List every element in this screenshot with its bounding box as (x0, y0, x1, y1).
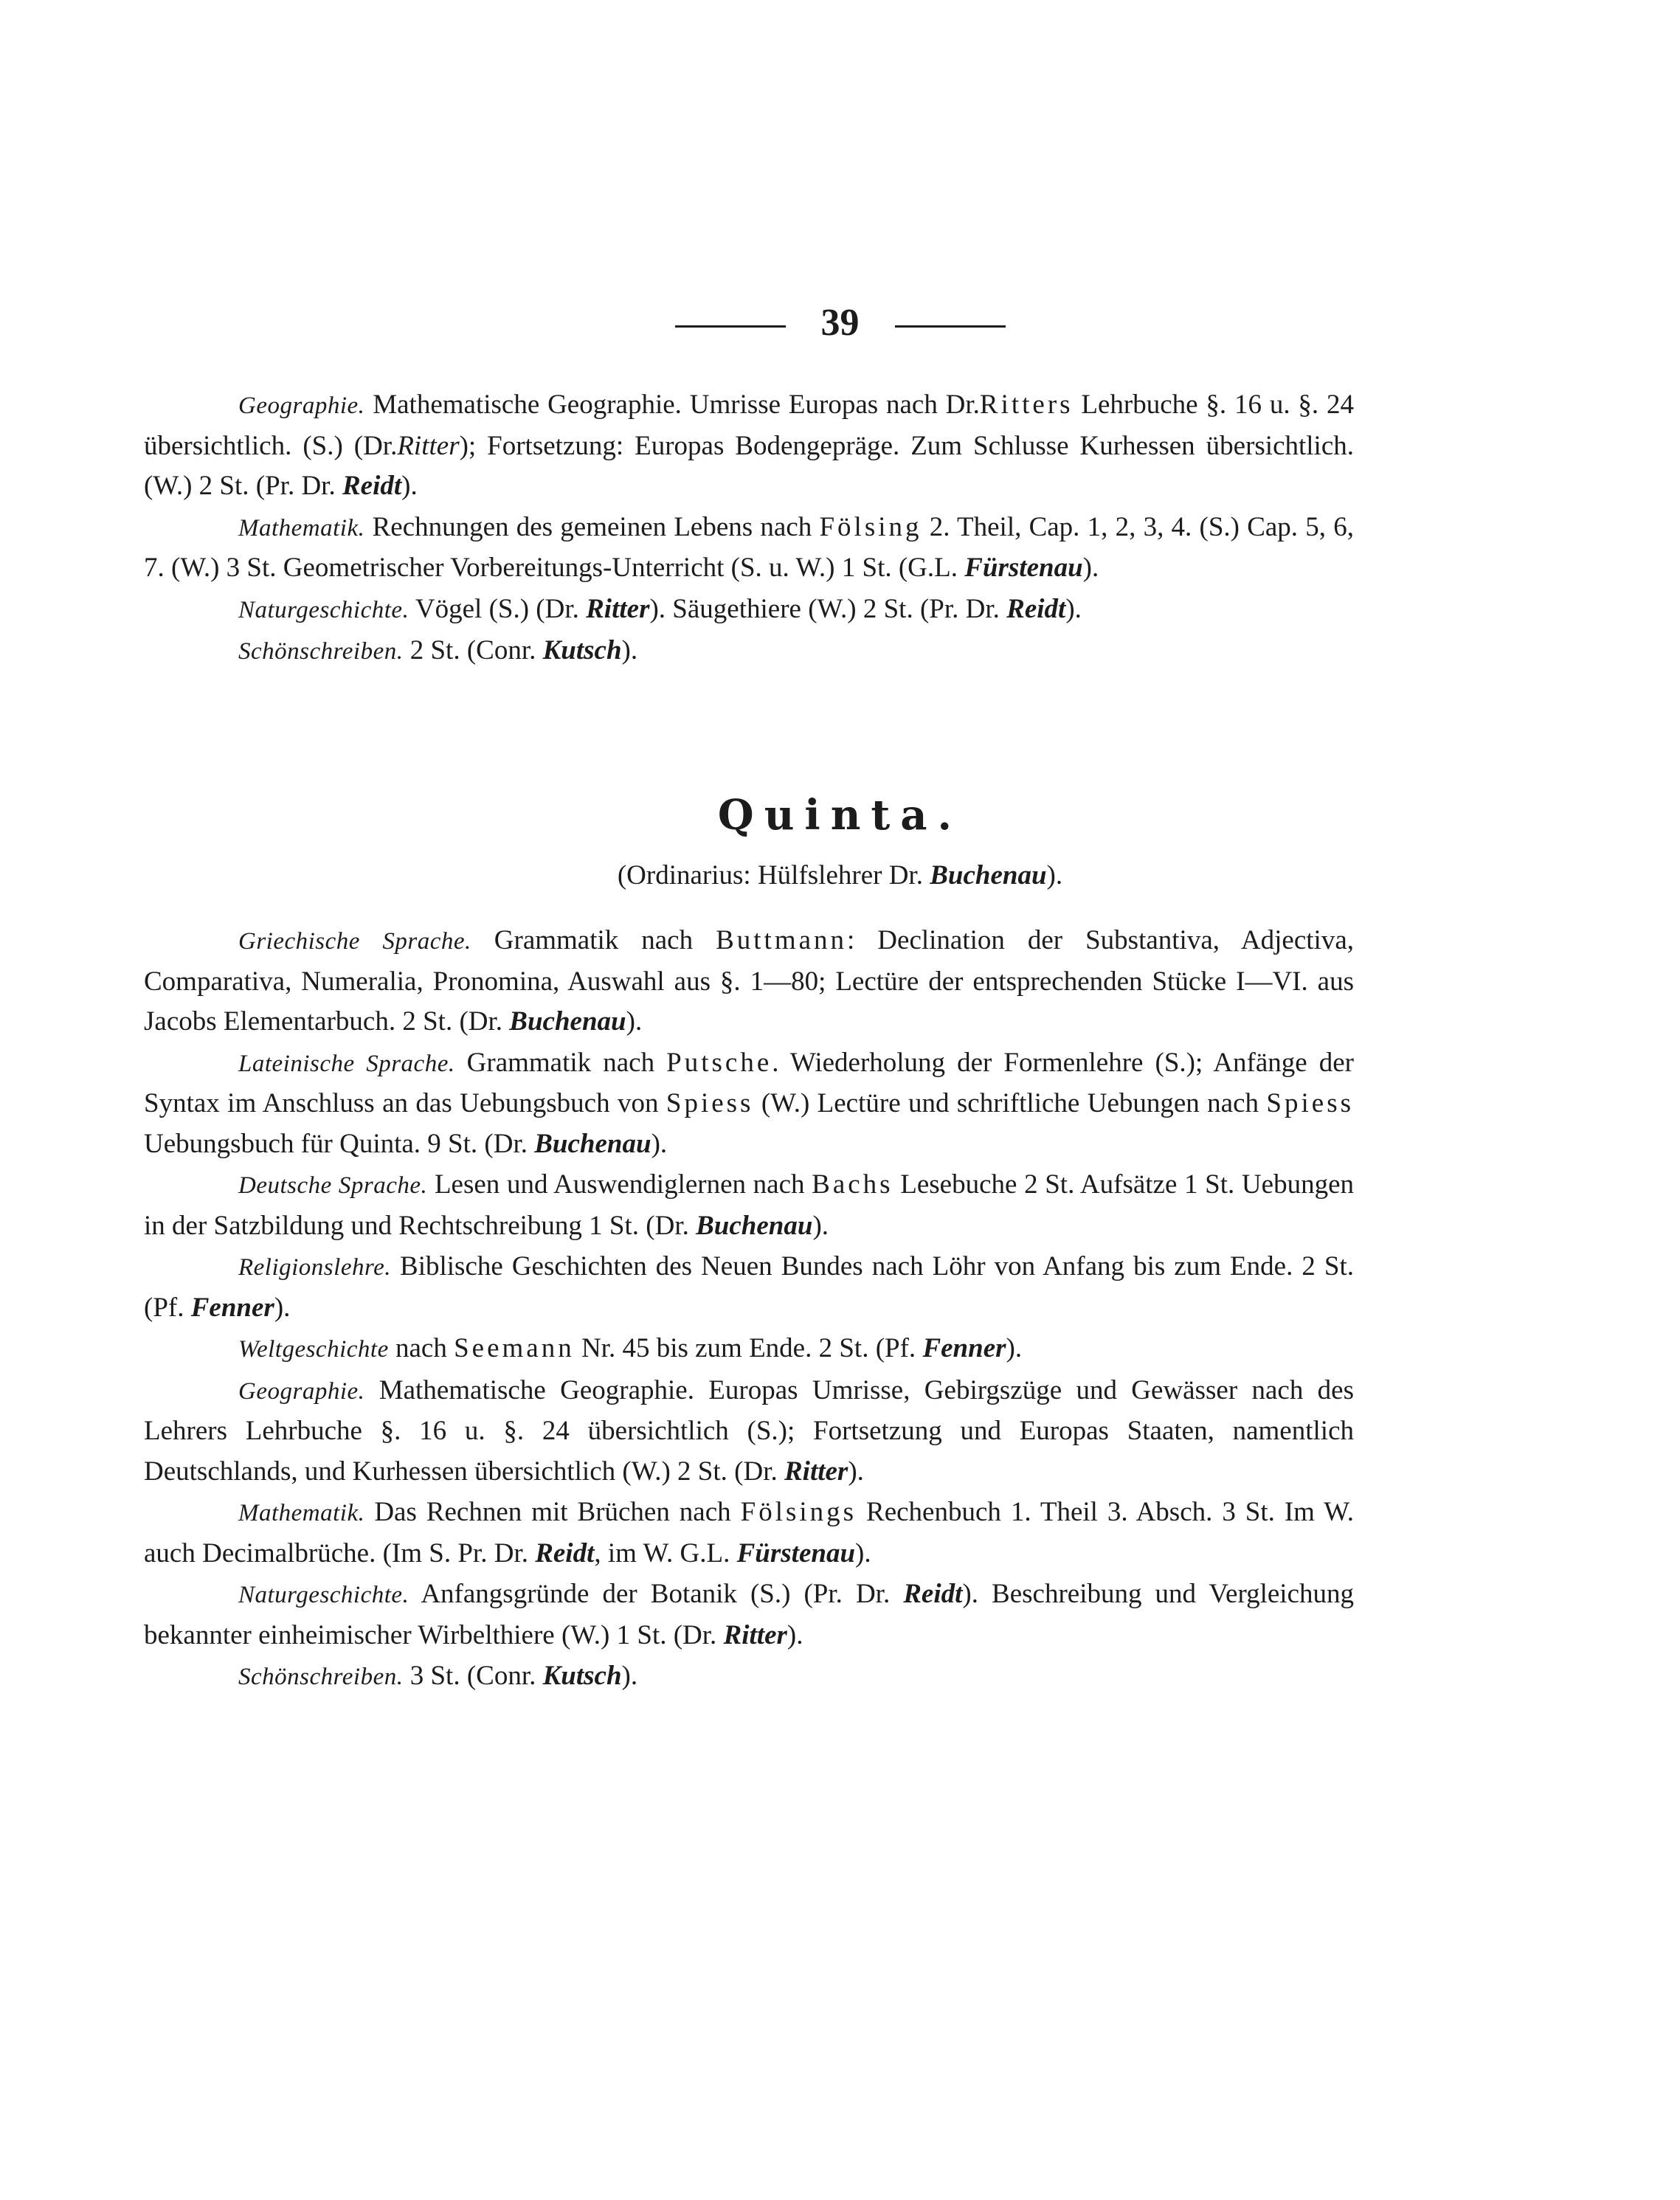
subject-label: Geographie. (238, 392, 365, 419)
teacher-name: Buchenau (534, 1128, 651, 1159)
text: Grammatik nach (471, 925, 716, 955)
subject-label: Geographie. (238, 1377, 365, 1405)
section-title-quinta: Quinta. (717, 791, 963, 840)
text: Mathematische Geographie. Europas Umrisse, Gebirgszüge und Gewässer nach des Lehrers Lehrbuche §. 16 u. §. 24 übersichtlich (S.); Fortsetzung und Europas Staaten, namentlich Deutschlands, und Kurhessen übersichtlich (W.) 2 St. (Dr. (144, 1374, 1354, 1487)
subject-label: Naturgeschichte. (238, 1582, 409, 1608)
teacher-name: Buchenau (930, 860, 1047, 890)
teacher-name: Ritter (784, 1456, 848, 1487)
subject-label: Mathematik. (238, 1500, 365, 1526)
text: ). (621, 635, 638, 665)
paragraph-schoenschreiben (144, 631, 1354, 672)
text: . Wiederholung der Formenlehre (S.); Anfänge der Syntax im Anschluss an das Uebungsbuch von (144, 1047, 1354, 1118)
subject-label: Weltgeschichte (238, 1336, 389, 1363)
paragraph-deutsch (144, 1165, 1354, 1246)
subject-label: Lateinische Sprache. (238, 1050, 455, 1077)
text: Uebungsbuch für Quinta. 9 St. (Dr. (144, 1128, 535, 1159)
subject-label: Religionslehre. (238, 1254, 391, 1281)
spaced-name: Ritters (979, 390, 1074, 420)
paragraph-mathematik-quinta (144, 1492, 1354, 1574)
paragraph-naturgeschichte (144, 589, 1354, 631)
text: 2. Theil, Cap. 1, 2, 3, 4. (S.) Cap. 5, 6, 7. (W.) 3 St. Geometrischer Vorbereitungs-Unterricht (S. u. W.) 1 St. (G.L. (144, 511, 1354, 583)
text: ). (1065, 593, 1082, 624)
spaced-name: Fölsings (740, 1497, 857, 1527)
spaced-name: Fölsing (819, 511, 922, 542)
subject-label: Deutsche Sprache. (238, 1172, 428, 1199)
paragraph-latein (144, 1043, 1354, 1165)
ordinarius-line (0, 856, 1680, 896)
spaced-name: Putsche (666, 1047, 772, 1078)
paragraph-naturgeschichte-quinta (144, 1574, 1354, 1656)
text: Mathematische Geographie. Umrisse Europas nach Dr. (364, 390, 980, 420)
text: Grammatik nach (454, 1047, 667, 1078)
paragraph-schoenschreiben-quinta (144, 1656, 1354, 1698)
header-rule-left (675, 325, 786, 328)
text: (W.) Lectüre und schriftliche Uebungen nach (753, 1088, 1267, 1118)
teacher-name: Fürstenau (736, 1537, 856, 1568)
spaced-name: Seemann (454, 1333, 575, 1363)
text: Anfangsgründe der Botanik (S.) (Pr. Dr. (409, 1579, 904, 1609)
teacher-name: Reidt (342, 471, 402, 501)
subject-label: Schönschreiben. (238, 1664, 404, 1690)
teacher-name: Fenner (922, 1333, 1006, 1363)
text: ). Beschreibung und Vergleichung bekannter einheimischer Wirbelthiere (W.) 1 St. (Dr. (144, 1579, 1354, 1650)
subject-label: Naturgeschichte. (238, 596, 409, 623)
spaced-name: Bachs (812, 1169, 893, 1200)
header-rule-right (895, 325, 1006, 328)
subject-label: Schönschreiben. (238, 638, 404, 665)
subject-label: Mathematik. (238, 514, 365, 542)
text: : Declination der Substantiva, Adjectiva, Comparativa, Numeralia, Pronomina, Auswahl aus §. 1—80; Lectüre der entsprechenden Stücke I—VI. aus Jacobs Elementarbuch. 2 St. (Dr. (144, 925, 1355, 1037)
text: Das Rechnen mit Brüchen nach (364, 1497, 741, 1527)
teacher-name: Fürstenau (964, 553, 1083, 583)
text: (Ordinarius: Hülfslehrer Dr. (617, 860, 930, 890)
paragraph-mathematik (144, 508, 1354, 589)
quinta-section (144, 921, 1354, 1698)
text: 3 St. (Conr. (403, 1661, 543, 1691)
spaced-name: Buttmann (716, 925, 848, 955)
teacher-name: Reidt (1006, 593, 1066, 624)
teacher-name: Kutsch (542, 635, 622, 665)
paragraph-weltgeschichte (144, 1329, 1354, 1370)
text: ). (274, 1292, 291, 1323)
text: ). (848, 1456, 864, 1487)
text: ). (1006, 1333, 1023, 1363)
text: ). (626, 1006, 643, 1037)
text: ). (1082, 553, 1099, 583)
paragraph-griechisch (144, 921, 1354, 1042)
text: ). (1046, 860, 1063, 890)
subject-label: Griechische Sprache. (238, 928, 471, 955)
teacher-name: Ritter (397, 430, 460, 461)
teacher-name: Buchenau (509, 1006, 626, 1037)
text: ). (401, 471, 418, 501)
paragraph-geographie-quinta (144, 1371, 1354, 1492)
teacher-name: Ritter (723, 1619, 787, 1650)
text: Lehrbuche §. 16 u. §. 24 übersichtlich. (S.) (Dr. (144, 390, 1354, 461)
paragraph-geographie (144, 385, 1354, 507)
text: ); Fortsetzung: Europas Bodengepräge. Zum Schlusse Kurhessen übersichtlich. (W.) 2 St. (Pr. Dr. (144, 430, 1355, 501)
text: 2 St. (Conr. (403, 635, 543, 665)
text: Lesen und Auswendiglernen nach (427, 1169, 812, 1200)
text: ). (621, 1661, 638, 1691)
previous-class-section (144, 385, 1354, 673)
spaced-name: Spiess (666, 1088, 754, 1118)
teacher-name: Fenner (190, 1292, 274, 1323)
text: Lesebuche 2 St. Aufsätze 1 St. Uebungen in der Satzbildung und Rechtschreibung 1 St. (Dr. (144, 1169, 1354, 1241)
text: Vögel (S.) (Dr. (409, 593, 587, 624)
text: nach (388, 1333, 454, 1363)
teacher-name: Reidt (903, 1579, 963, 1609)
text: Nr. 45 bis zum Ende. 2 St. (Pf. (574, 1333, 923, 1363)
text: Rechenbuch 1. Theil 3. Absch. 3 St. Im W. auch Decimalbrüche. (Im S. Pr. Dr. (144, 1497, 1354, 1568)
text: ). (812, 1210, 829, 1241)
text: ). (855, 1537, 871, 1568)
teacher-name: Buchenau (696, 1210, 813, 1241)
teacher-name: Kutsch (542, 1661, 622, 1691)
text: ). Säugethiere (W.) 2 St. (Pr. Dr. (649, 593, 1007, 624)
teacher-name: Reidt (535, 1537, 595, 1568)
text: , im W. G.L. (594, 1537, 737, 1568)
text: ). (651, 1128, 668, 1159)
page-number: 39 (820, 302, 860, 344)
page-header (0, 294, 1680, 353)
text: Rechnungen des gemeinen Lebens nach (364, 511, 820, 542)
text: Biblische Geschichten des Neuen Bundes nach Löhr von Anfang bis zum Ende. 2 St. (Pf. (144, 1251, 1354, 1323)
text: ). (787, 1619, 803, 1650)
teacher-name: Ritter (586, 593, 650, 624)
paragraph-religion (144, 1247, 1354, 1328)
spaced-name: Spiess (1266, 1088, 1354, 1118)
